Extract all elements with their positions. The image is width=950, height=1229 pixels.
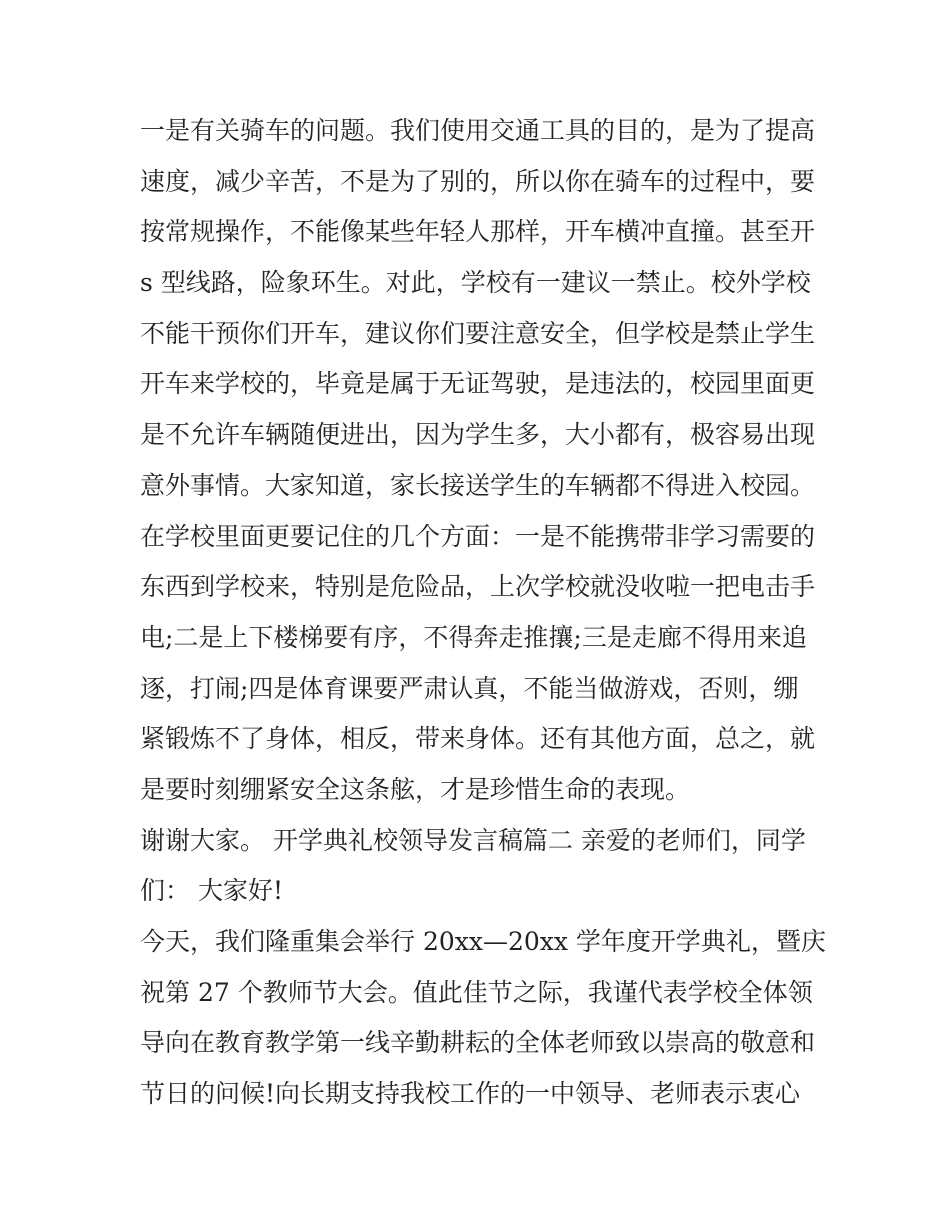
text-line-7: 是不允许车辆随便进出，因为学生多，大小都有，极容易出现 — [140, 420, 816, 450]
text-line-17: 今天，我们隆重集会举行 20xx—20xx 学年度开学典礼，暨庆 — [140, 927, 826, 956]
text-line-16: 们： 大家好! — [140, 876, 283, 906]
text-line-2: 速度，减少辛苦，不是为了别的，所以你在骑车的过程中，要 — [140, 166, 816, 196]
text-line-4: s 型线路，险象环生。对此，学校有一建议一禁止。校外学校 — [140, 268, 811, 298]
text-line-8: 意外事情。大家知道，家长接送学生的车辆都不得进入校园。 — [140, 470, 816, 500]
text-line-13: 紧锻炼不了身体，相反，带来身体。还有其他方面，总之，就 — [140, 724, 816, 754]
text-line-20: 节日的问候!向长期支持我校工作的一中领导、老师表示衷心 — [140, 1079, 801, 1109]
text-line-10: 东西到学校来，特别是危险品，上次学校就没收啦一把电击手 — [140, 572, 816, 602]
text-line-15: 谢谢大家。 开学典礼校领导发言稿篇二 亲爱的老师们，同学 — [140, 825, 806, 855]
body-text — [140, 106, 826, 1120]
text-line-6: 开车来学校的，毕竟是属于无证驾驶，是违法的，校园里面更 — [140, 369, 816, 399]
text-line-3: 按常规操作，不能像某些年轻人那样，开车横冲直撞。甚至开 — [140, 217, 816, 247]
text-line-19: 导向在教育教学第一线辛勤耕耘的全体老师致以崇高的敬意和 — [140, 1028, 816, 1058]
text-line-5: 不能干预你们开车，建议你们要注意安全，但学校是禁止学生 — [140, 318, 816, 348]
text-line-12: 逐，打闹;四是体育课要严肃认真，不能当做游戏，否则，绷 — [140, 673, 799, 703]
text-line-9: 在学校里面更要记住的几个方面：一是不能携带非学习需要的 — [140, 521, 816, 551]
text-line-11: 电;二是上下楼梯要有序，不得奔走推攘;三是走廊不得用来追 — [140, 622, 807, 652]
text-line-18: 祝第 27 个教师节大会。值此佳节之际，我谨代表学校全体领 — [140, 977, 813, 1007]
text-line-14: 是要时刻绷紧安全这条舷，才是珍惜生命的表现。 — [140, 774, 691, 804]
text-line-1: 一是有关骑车的问题。我们使用交通工具的目的，是为了提高 — [140, 116, 816, 145]
